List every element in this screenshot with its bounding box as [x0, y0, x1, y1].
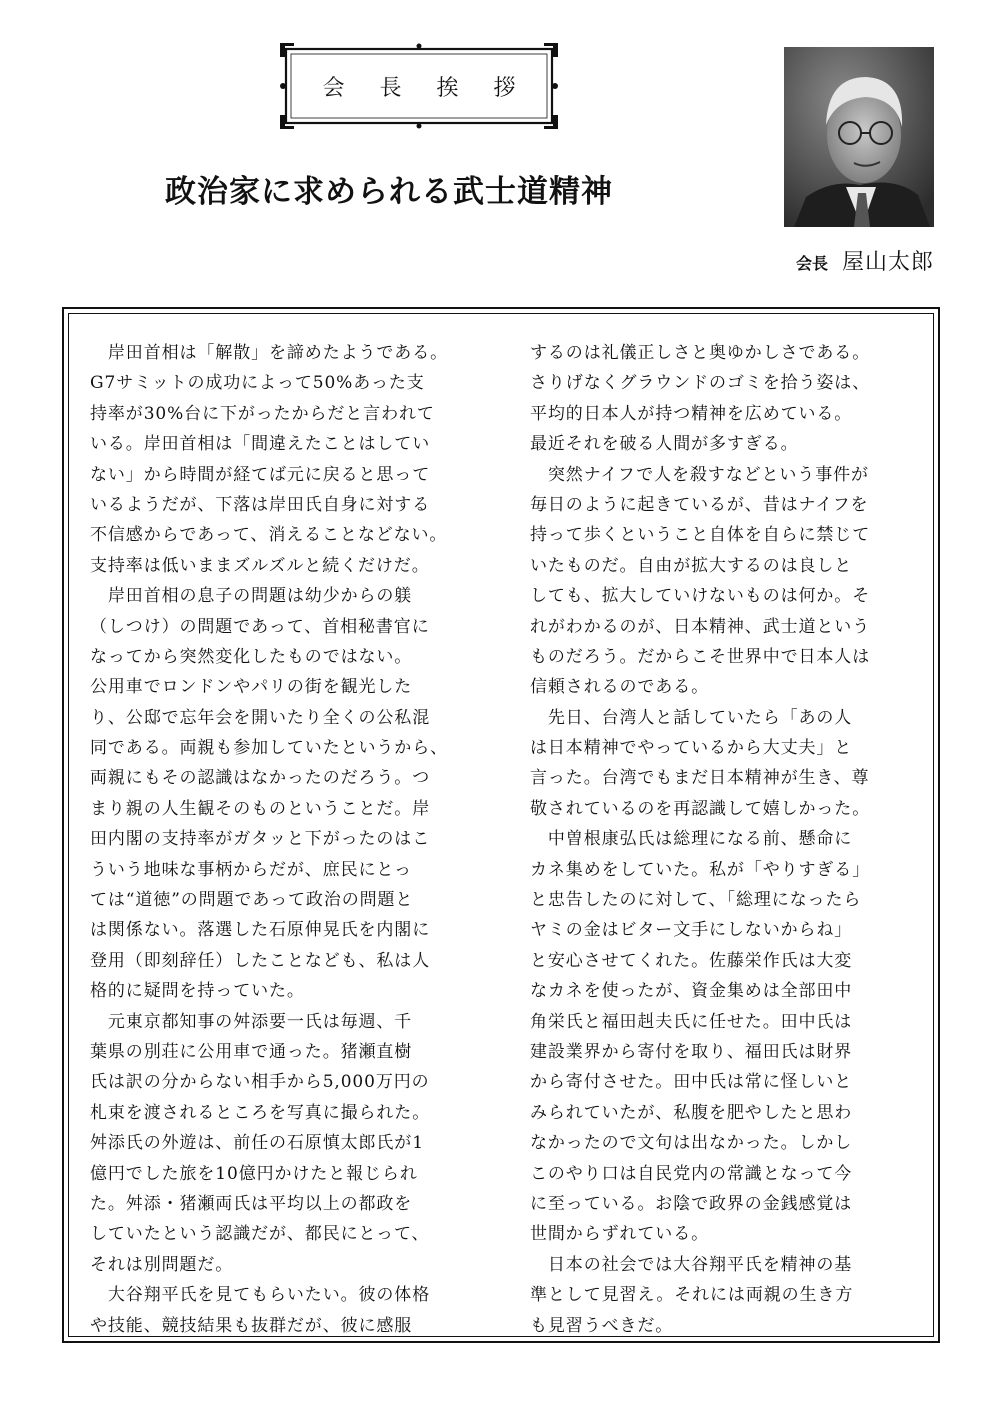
- article-line: カネ集めをしていた。私が「やりすぎる」: [530, 859, 871, 880]
- article-line: 支持率は低いままズルズルと続くだけだ。: [90, 555, 430, 576]
- article-line: 中曽根康弘氏は総理になる前、懸命に: [530, 829, 853, 850]
- article-line: していたという認識だが、都民にとって、: [90, 1224, 430, 1245]
- article-line: ヤミの金はビター文手にしないからね」: [530, 920, 853, 941]
- article-line: は関係ない。落選した石原伸晃氏を内閣に: [90, 920, 431, 941]
- article-line: 登用（即刻辞任）したことなども、私は人: [90, 950, 431, 971]
- article-line: 信頼されるのである。: [530, 677, 709, 698]
- article-line: り、公邸で忘年会を開いたり全くの公私混: [90, 707, 431, 728]
- article-line: 突然ナイフで人を殺すなどという事件が: [530, 464, 869, 485]
- article-frame: [62, 307, 940, 1343]
- article-line: と安心させてくれた。佐藤栄作氏は大変: [530, 950, 853, 971]
- article-line: た。舛添・猪瀬両氏は平均以上の都政を: [90, 1193, 413, 1214]
- article-line: いるようだが、下落は岸田氏自身に対する: [90, 494, 431, 515]
- article-line: （しつけ）の問題であって、首相秘書官に: [90, 616, 430, 637]
- article-line: ういう地味な事柄からだが、庶民にとっ: [90, 859, 412, 880]
- article-line: 同である。両親も参加していたというから、: [90, 738, 448, 759]
- author-byline: [796, 245, 934, 276]
- article-column-right: [530, 338, 912, 1341]
- article-line: 敬されているのを再認識して嬉しかった。: [530, 798, 871, 819]
- article-line: 言った。台湾でもまだ日本精神が生き、尊: [530, 768, 870, 789]
- article-line: 持率が30%台に下がったからだと言われて: [90, 403, 435, 424]
- article-line: 田内閣の支持率がガタッと下がったのはこ: [90, 829, 431, 850]
- article-line: なってから突然変化したものではない。: [90, 646, 413, 667]
- author-photo: [784, 47, 934, 227]
- article-line: しても、拡大していけないものは何か。そ: [530, 586, 871, 607]
- article-line: 岸田首相は「解散」を諦めたようである。: [90, 343, 448, 363]
- article-line: 角栄氏と福田赳夫氏に任せた。田中氏は: [530, 1011, 853, 1032]
- article-line: も見習うべきだ。: [530, 1315, 674, 1336]
- article-line: まり親の人生観そのものということだ。岸: [90, 798, 431, 819]
- article-line: いる。岸田首相は「間違えたことはしてい: [90, 434, 431, 455]
- article-line: 億円でした旅を10億円かけたと報じられ: [90, 1163, 418, 1184]
- article-line: 公用車でロンドンやパリの街を観光した: [90, 677, 413, 698]
- article-line: 最近それを破る人間が多すぎる。: [530, 434, 799, 455]
- article-line: 不信感からであって、消えることなどない。: [90, 525, 448, 546]
- article-line: から寄付させた。田中氏は常に怪しいと: [530, 1072, 853, 1093]
- article-line: ては“道徳”の問題であって政治の問題と: [90, 890, 414, 911]
- article-line: 準として見習え。それには両親の生き方: [530, 1285, 854, 1306]
- article-line: 平均的日本人が持つ精神を広めている。: [530, 403, 853, 424]
- article-line: 建設業界から寄付を取り、福田氏は財界: [530, 1041, 853, 1062]
- article-line: に至っている。お陰で政界の金銭感覚は: [530, 1193, 853, 1214]
- article-line: 両親にもその認識はなかったのだろう。つ: [90, 768, 431, 789]
- article-line: 元東京都知事の舛添要一氏は毎週、千: [90, 1011, 413, 1032]
- article-line: いたものだ。自由が拡大するのは良しと: [530, 555, 853, 576]
- section-label: 会 長 挨 拶: [322, 75, 530, 101]
- author-name: 屋山太郎: [841, 250, 934, 275]
- article-line: 葉県の別荘に公用車で通った。猪瀬直樹: [90, 1041, 413, 1062]
- article-line: 舛添氏の外遊は、前任の石原慎太郎氏が1: [90, 1133, 424, 1154]
- article-column-left: [90, 338, 472, 1341]
- article-line: と忠告したのに対して、「総理になったら: [530, 890, 862, 911]
- section-heading-frame: [280, 43, 558, 129]
- article-line: 札束を渡されるところを写真に撮られた。: [90, 1102, 431, 1123]
- article-line: このやり口は自民党内の常識となって今: [530, 1163, 853, 1184]
- article-line: 大谷翔平氏を見てもらいたい。彼の体格: [90, 1285, 431, 1306]
- article-line: ものだろう。だからこそ世界中で日本人は: [530, 646, 871, 667]
- article-line: は日本精神でやっているから大丈夫」と: [530, 738, 853, 759]
- article-line: 世間からずれている。: [530, 1224, 709, 1245]
- article-line: さりげなくグラウンドのゴミを拾う姿は、: [530, 373, 871, 394]
- article-line: 日本の社会では大谷翔平氏を精神の基: [530, 1254, 853, 1275]
- article-line: G7サミットの成功によって50%あった支: [90, 373, 425, 394]
- article-line: なカネを使ったが、資金集めは全部田中: [530, 981, 853, 1002]
- article-line: なかったので文句は出なかった。しかし: [530, 1133, 853, 1154]
- article-line: れがわかるのが、日本精神、武士道という: [530, 616, 871, 637]
- article-line: それは別問題だ。: [90, 1254, 234, 1275]
- article-line: 先日、台湾人と話していたら「あの人: [530, 707, 853, 728]
- article-line: や技能、競技結果も抜群だが、彼に感服: [90, 1315, 413, 1336]
- article-line: 持って歩くということ自体を自らに禁じて: [530, 525, 871, 546]
- article-line: 岸田首相の息子の問題は幼少からの躾: [90, 586, 413, 607]
- article-line: 格的に疑問を持っていた。: [90, 981, 305, 1002]
- page-title: 政治家に求められる武士道精神: [165, 174, 613, 210]
- article-line: 毎日のように起きているが、昔はナイフを: [530, 494, 869, 515]
- author-role: 会長: [795, 254, 828, 273]
- article-line: みられていたが、私腹を肥やしたと思わ: [530, 1102, 853, 1123]
- article-line: するのは礼儀正しさと奥ゆかしさである。: [530, 343, 871, 363]
- article-line: ない」から時間が経てば元に戻ると思って: [90, 464, 431, 485]
- article-line: 氏は訳の分からない相手から5,000万円の: [90, 1072, 430, 1093]
